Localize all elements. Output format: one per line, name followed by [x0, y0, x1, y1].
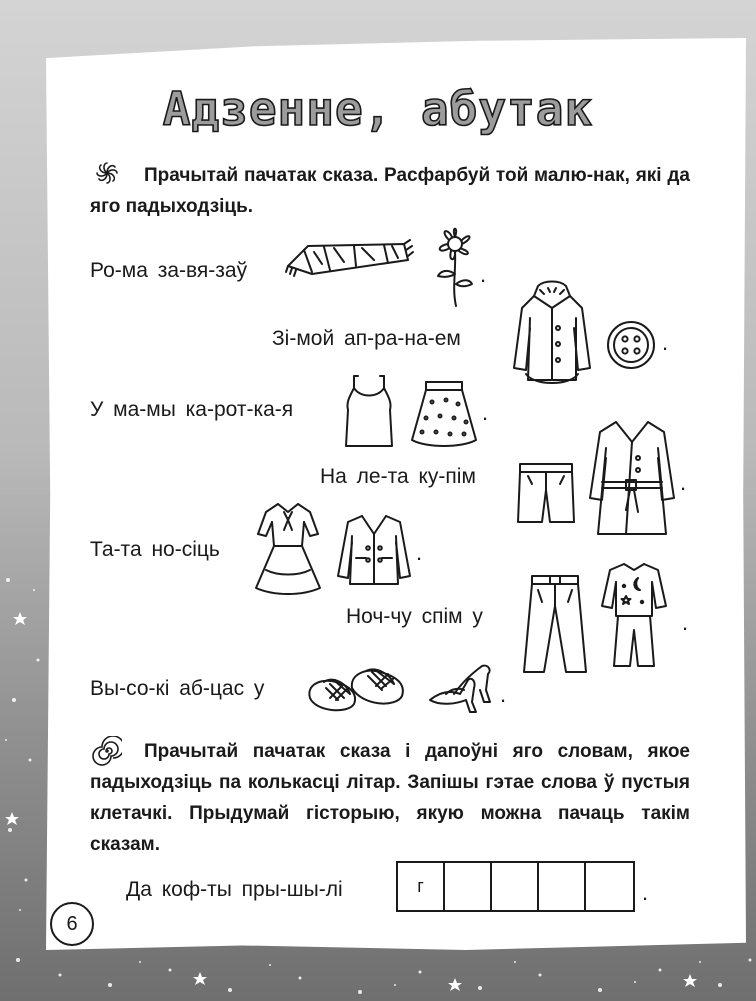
flower-icon[interactable]: [426, 222, 487, 308]
sentence-5: Та-та но-сіць: [90, 538, 220, 561]
slippers-icon[interactable]: [302, 654, 410, 718]
sentence-1-end: .: [480, 262, 487, 287]
letter-cell-5[interactable]: [586, 863, 633, 910]
page-title: Адзенне, абутак: [162, 82, 594, 136]
pajamas-icon[interactable]: [598, 560, 670, 670]
letter-grid: [396, 861, 635, 912]
task-1-instruction: Прачытай пачатак сказа. Расфарбуй той малю-нак, які да яго падыходзіць.: [90, 165, 690, 217]
task-2-instruction: Прачытай пачатак сказа і дапоўні яго словам, якое падыходзіць па колькасці літар. Запішы гэтае слова ў пустыя клетачкі. Прыдумай гісторыю, якую можна пачаць такім сказам.: [90, 741, 690, 855]
sentence-7-end: .: [500, 682, 507, 707]
letter-cell-1[interactable]: г: [398, 863, 445, 910]
raincoat-icon[interactable]: [586, 418, 678, 540]
scarf-icon[interactable]: [284, 236, 414, 278]
shorts-icon[interactable]: [514, 460, 578, 526]
skirt-icon[interactable]: [408, 378, 480, 450]
sentence-3-end: .: [482, 400, 489, 425]
button-icon[interactable]: [604, 318, 658, 372]
page-number: 6: [50, 902, 94, 946]
sentence-1: Ро-ма за-вя-заў: [90, 259, 248, 282]
fill-sentence: Да коф-ты пры-шы-лі: [126, 878, 343, 901]
sentence-6: Ноч-чу спім у: [346, 605, 483, 628]
sentence-6-end: .: [682, 610, 689, 635]
high-heels-icon[interactable]: [426, 660, 496, 714]
letter-cell-4[interactable]: [539, 863, 586, 910]
fur-coat-icon[interactable]: [510, 278, 594, 388]
sentence-2-end: .: [662, 330, 669, 355]
letter-cell-2[interactable]: [445, 863, 492, 910]
sentence-2: Зі-мой ап-ра-на-ем: [272, 327, 461, 350]
sentence-4-end: .: [680, 470, 687, 495]
tank-top-icon[interactable]: [340, 374, 398, 448]
fill-sentence-end: .: [642, 880, 649, 905]
jacket-icon[interactable]: [334, 512, 414, 588]
sentence-5-end: .: [416, 540, 423, 565]
trousers-icon[interactable]: [520, 572, 590, 676]
sentence-7: Вы-со-кі аб-цас у: [90, 677, 265, 700]
dress-icon[interactable]: [250, 500, 326, 596]
sentence-3: У ма-мы ка-рот-ка-я: [90, 398, 294, 421]
sentence-4: На ле-та ку-пім: [320, 465, 476, 488]
letter-cell-3[interactable]: [492, 863, 539, 910]
